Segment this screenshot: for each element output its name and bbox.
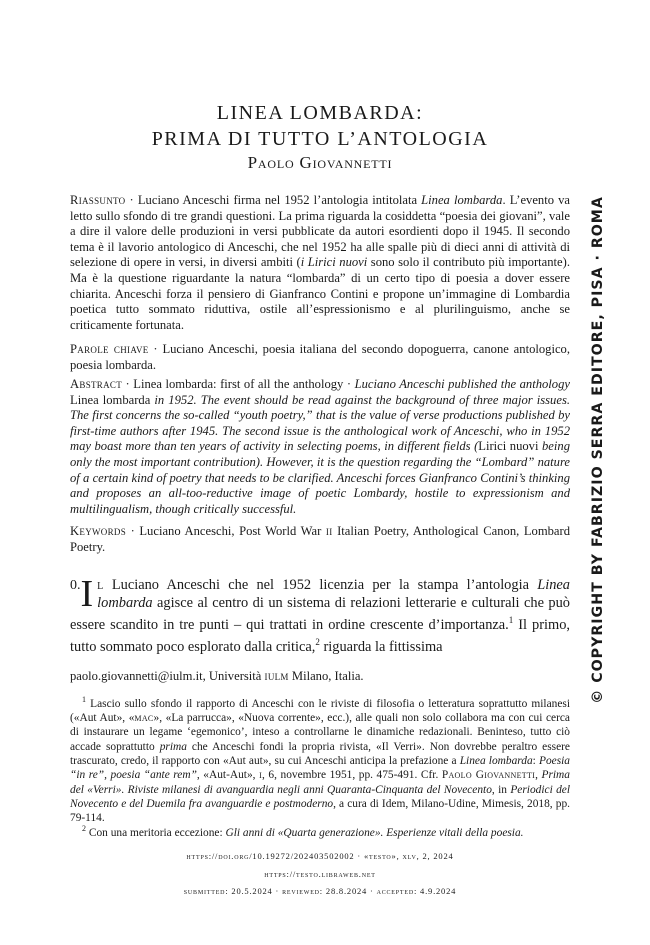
title-line-1: LINEA LOMBARDA: (216, 102, 424, 124)
contact-email: paolo.giovannetti@iulm.it, Università (70, 669, 265, 683)
footnote-ref-2[interactable]: 2 (315, 637, 320, 648)
author-name: Paolo Giovannetti (247, 153, 393, 172)
fn1-e: , «Aut-Aut», (196, 769, 260, 782)
copyright-text: © COPYRIGHT BY FABRIZIO SERRA EDITORE, PISA · ROMA (590, 196, 606, 704)
fn1-d-it: Poesia “in re”, poesia “ante rem” (70, 754, 570, 782)
fn1-e-sc: i (259, 769, 263, 782)
contact-location: Milano, Italia. (288, 669, 364, 683)
riassunto-text-3: sono solo il contributo più importante). Ma è la questione riguardante la natura “lombarda” di un certo tipo di poesia a dover essere chiarita. Anceschi forza il pensiero di Gianfranco Contini e propone un’immagine di Lombardia poetica tutto sommato riduttiva, ostile all’espressionismo e al plurilinguismo, anche se criticamente fortunata. (70, 255, 570, 332)
footer-dates: submitted: 20.5.2024 · reviewed: 28.8.2024 · accepted: 4.9.2024 (183, 886, 457, 896)
riassunto-italic-1: Linea lombarda (421, 193, 503, 207)
abstract-title: Linea lombarda: first of all the anthology · (133, 377, 355, 391)
keywords-text-1: Luciano Anceschi, Post World War (139, 524, 326, 538)
title-line-2: PRIMA DI TUTTO L’ANTOLOGIA (151, 128, 489, 150)
footer-doi[interactable]: https://doi.org/10.19272/202403502002 · «testo», xlv, 2, 2024 (186, 851, 454, 861)
author-contact (70, 669, 570, 684)
fn1-h: , in (491, 783, 511, 796)
fn1-b: », «La parrucca», «Nuova corrente», ecc.), alle quali non solo collabora ma con cui cerca di instaurare un legame ‘egemonico’, inteso a controllarne le dinamiche redazionali. Beninteso, tutto ciò accade soprattutto (70, 712, 570, 753)
fn1-g-it: Prima del «Verri». Riviste milanesi di avanguardia negli anni Quaranta-Cinquanta del Novecento (70, 769, 570, 796)
fn2-a-it: Gli anni di «Quarta generazione». Esperienze vitali della poesia. (225, 826, 524, 839)
fn1-c: che Anceschi fondi la propria rivista, «Il Verri». Non dovrebbe peraltro essere trascurato, credo, il rapporto con «Aut aut», su cui Anceschi anticipa la prefazione a (70, 740, 570, 767)
abstract-italic-1: Luciano Anceschi published the anthology (354, 377, 570, 391)
fn1-h-it: Periodici del Novecento e del Duemila fra avanguardie e postmoderno (70, 783, 570, 810)
abstract-roman-2: Lirici nuovi (478, 439, 539, 454)
contact-university-sc: iulm (264, 669, 289, 683)
parole-sep: · (148, 342, 163, 356)
fn1-a-sc: mac (134, 712, 154, 725)
footnote-2-number: 2 (82, 824, 86, 833)
footnote-1-number: 1 (82, 695, 86, 704)
body-italic-1: Linea lombarda (97, 577, 570, 611)
parole-chiave-label: Parole chiave (70, 342, 149, 356)
abstract-italic-2: in 1952. The event should be read against the background of three major issues. The first concerns the so-called “youth poetry,” that is the value of verse productions published by first-time authors after 1945. The second issue is the anthological work of Anceschi, who in 1952 may boast more than ten years of activity in selecting poems, in different fields ( (70, 392, 570, 454)
fn1-b-it: prima (159, 740, 187, 753)
riassunto-label: Riassunto (70, 193, 126, 207)
abstract-label: Abstract (70, 377, 123, 391)
body-text-1: Luciano Anceschi che nel 1952 licenzia per la stampa l’antologia (103, 577, 538, 593)
keywords-roman: ii (325, 524, 333, 538)
fn1-a: Lascio sullo sfondo il rapporto di Anceschi con le riviste di filosofia o letteratura soprattutto milanesi («Aut Aut», « (70, 697, 570, 725)
fn1-c-it: Linea lombarda (459, 754, 533, 767)
parole-chiave-paragraph (70, 342, 570, 373)
riassunto-text-2: . L’evento va letto sullo sfondo di tre grandi questioni. La prima riguarda la cosiddetta “poesia dei giovani”, vale a dire il valore delle produzioni in versi pubblicate da autori esordienti dopo il 1945. Il secondo tema è il lavorio antologico di Anceschi, che nel 1952 ha alle spalle più di dieci anni di attività di selezione di opere in versi, in diversi ambiti ( (70, 193, 571, 270)
footnote-2 (70, 822, 570, 840)
parole-chiave-text: Luciano Anceschi, poesia italiana del secondo dopoguerra, canone antologico, poesia lombarda. (70, 342, 570, 372)
fn2-a: Con una meritoria eccezione: (88, 826, 226, 839)
riassunto-italic-2: i Lirici nuovi (300, 255, 368, 270)
body-text-4: riguarda la fittissima (319, 639, 443, 656)
abstract-sep: · (122, 377, 134, 391)
body-text-2: agisce al centro di un sistema di relazioni letterarie e culturali che può essere scandito in tre punti – qui trattati in ordine crescente d’importanza. (70, 594, 570, 633)
abstract-paragraph (70, 377, 570, 517)
fn1-f-sc: Paolo Giovannetti (441, 769, 536, 782)
fn1-d: : (532, 754, 539, 767)
body-paragraph (70, 573, 571, 657)
article-page (70, 0, 570, 945)
fn1-g: , (535, 769, 542, 782)
copyright-sidebar (585, 196, 611, 704)
footnote-ref-1[interactable]: 1 (508, 615, 514, 625)
keywords-sep: · (126, 524, 140, 538)
fn1-f: , 6, novembre 1951, pp. 475-491. Cfr. (262, 769, 442, 782)
riassunto-sep: · (125, 193, 138, 207)
fn1-i: , a cura di Idem, Milano-Udine, Mimesis, 2018, pp. 79-114. (70, 797, 570, 825)
footer-url[interactable]: https://testo.libraweb.net (264, 869, 376, 879)
drop-cap: I (80, 573, 94, 615)
footnote-1 (70, 693, 570, 825)
section-number: 0. (70, 578, 81, 593)
keywords-text-2: Italian Poetry, Anthological Canon, Lombard Poetry. (70, 524, 571, 554)
abstract-roman-1: Linea lombarda (70, 392, 151, 407)
keywords-label: Keywords (70, 524, 126, 538)
body-text-3: Il primo, tutto sommato poco esplorato dalla critica, (70, 616, 571, 656)
riassunto-text-1: Luciano Anceschi firma nel 1952 l’antologia intitolata (137, 193, 422, 207)
article-title (70, 100, 570, 152)
riassunto-paragraph (70, 193, 570, 333)
keywords-paragraph (70, 524, 570, 555)
abstract-italic-3: being only the most important contribution). However, it is the question regarding the “Lombard” nature of a certain kind of poetry that needs to be clarified. Anceschi forces Gianfranco Contini’s thinking and proposes an all-too-reductive image of poetic Lombardy, hostile to expressionism and multilingualism, though critically successful. (70, 439, 570, 516)
body-lead-caps: l (97, 577, 104, 593)
